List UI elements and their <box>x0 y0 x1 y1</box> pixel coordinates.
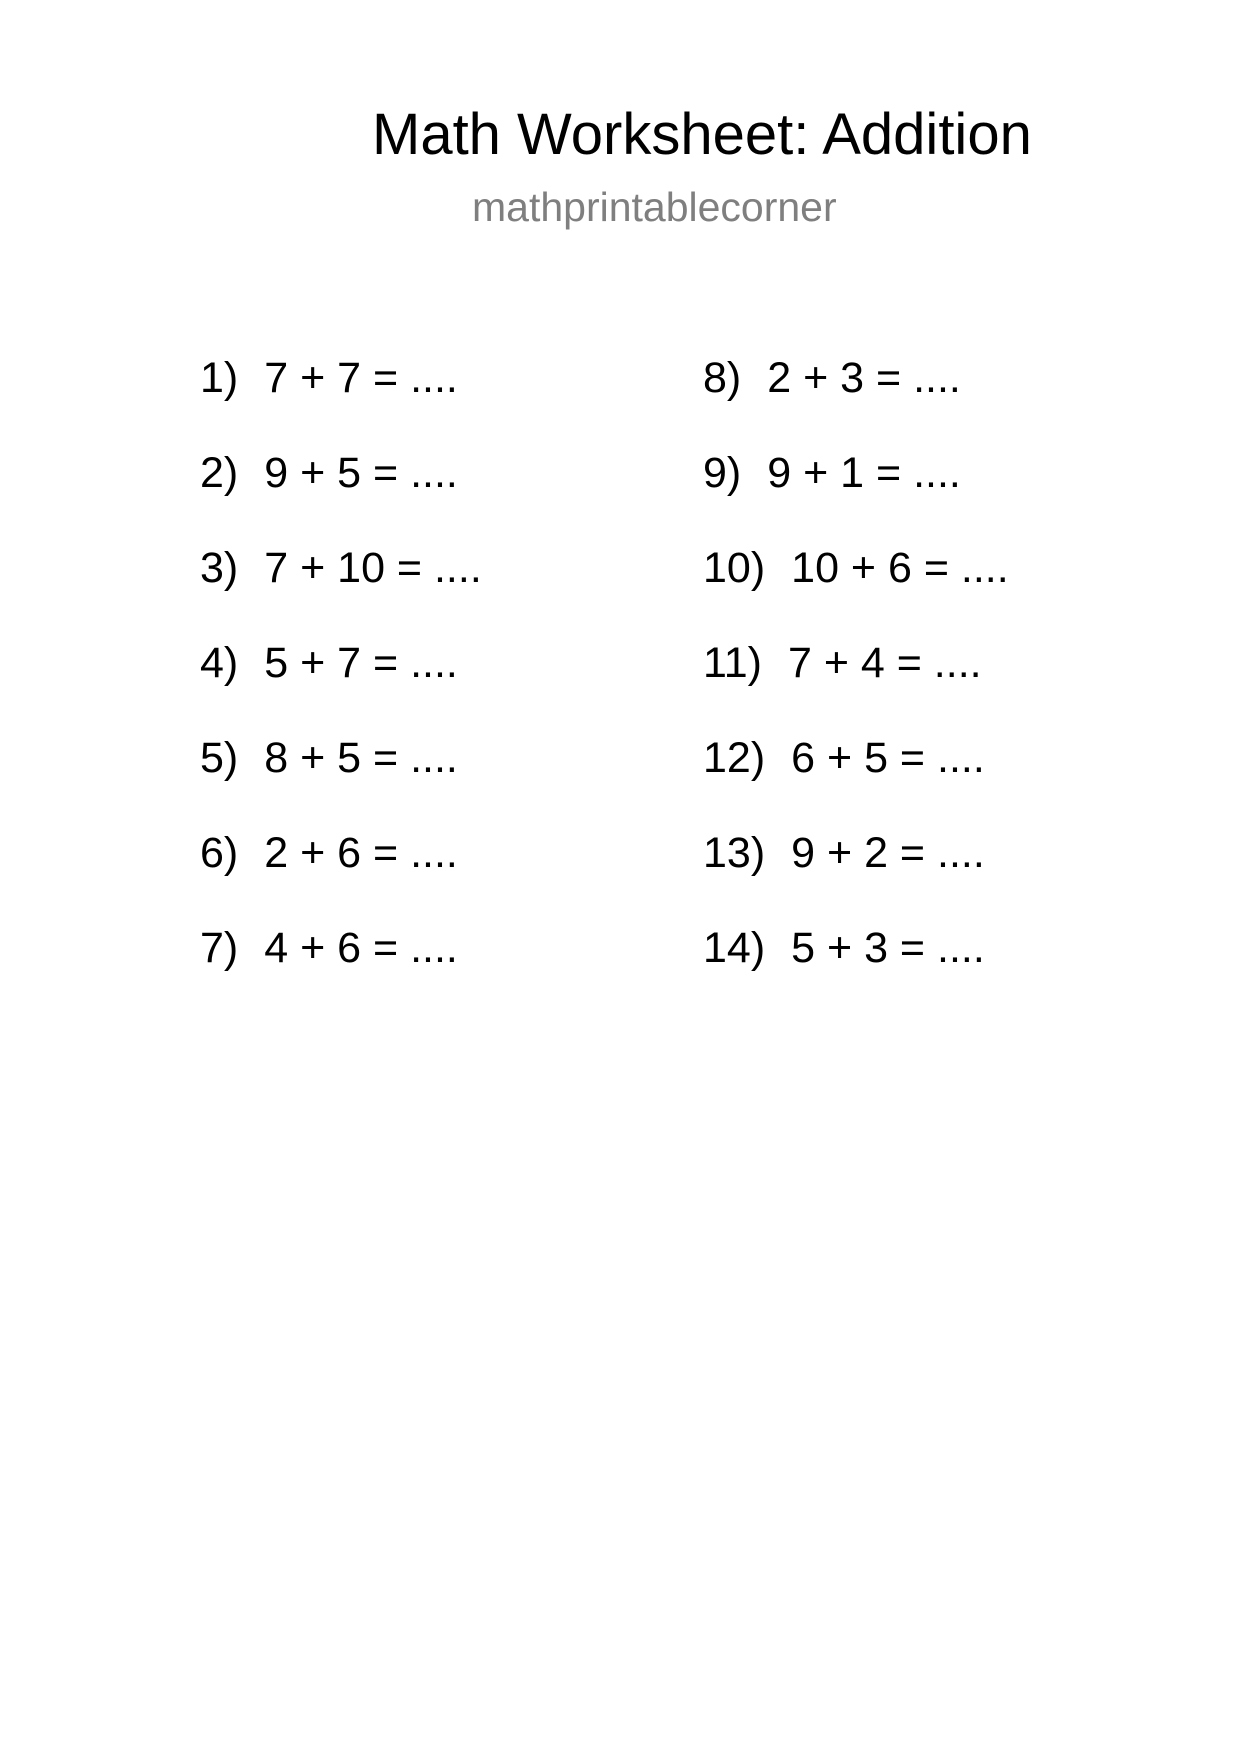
problem-item <box>703 922 1009 1017</box>
problem-item <box>703 542 1009 637</box>
page-title: Math Worksheet: Addition <box>372 102 1032 167</box>
problem-number: 5) <box>200 734 239 782</box>
problem-number: 10) <box>703 544 766 592</box>
page-subtitle: mathprintablecorner <box>472 184 837 230</box>
problem-item <box>703 447 1009 542</box>
problem-number: 13) <box>703 829 766 877</box>
problem-item <box>200 447 482 542</box>
problem-number: 14) <box>703 924 766 972</box>
problem-item <box>200 922 482 1017</box>
problem-number: 3) <box>200 544 239 592</box>
problem-expression: 8 + 5 = .... <box>264 734 458 782</box>
problem-expression: 7 + 7 = .... <box>264 354 458 402</box>
problems-column-right <box>703 352 1009 1017</box>
problem-expression: 2 + 3 = .... <box>767 354 961 402</box>
problem-number: 12) <box>703 734 766 782</box>
problem-expression: 10 + 6 = .... <box>791 544 1009 592</box>
problem-number: 9) <box>703 449 742 497</box>
problem-number: 4) <box>200 639 239 687</box>
problem-expression: 9 + 5 = .... <box>264 449 458 497</box>
problem-item <box>200 732 482 827</box>
problem-expression: 7 + 10 = .... <box>264 544 482 592</box>
problem-item <box>200 637 482 732</box>
problem-expression: 9 + 1 = .... <box>767 449 961 497</box>
problem-expression: 5 + 7 = .... <box>264 639 458 687</box>
problem-expression: 6 + 5 = .... <box>791 734 985 782</box>
problems-column-left <box>200 352 482 1017</box>
problem-expression: 9 + 2 = .... <box>791 829 985 877</box>
problem-item <box>703 827 1009 922</box>
problem-number: 6) <box>200 829 239 877</box>
problem-expression: 2 + 6 = .... <box>264 829 458 877</box>
problem-number: 1) <box>200 354 239 402</box>
problem-item <box>703 732 1009 827</box>
problem-number: 11) <box>703 639 762 687</box>
problem-number: 2) <box>200 449 239 497</box>
problem-item <box>200 542 482 637</box>
problem-item <box>200 827 482 922</box>
problem-item <box>703 352 1009 447</box>
problem-number: 7) <box>200 924 239 972</box>
problem-expression: 4 + 6 = .... <box>264 924 458 972</box>
problem-item <box>703 637 1009 732</box>
problem-number: 8) <box>703 354 742 402</box>
problem-expression: 7 + 4 = .... <box>787 639 982 687</box>
problem-expression: 5 + 3 = .... <box>791 924 985 972</box>
problem-item <box>200 352 482 447</box>
